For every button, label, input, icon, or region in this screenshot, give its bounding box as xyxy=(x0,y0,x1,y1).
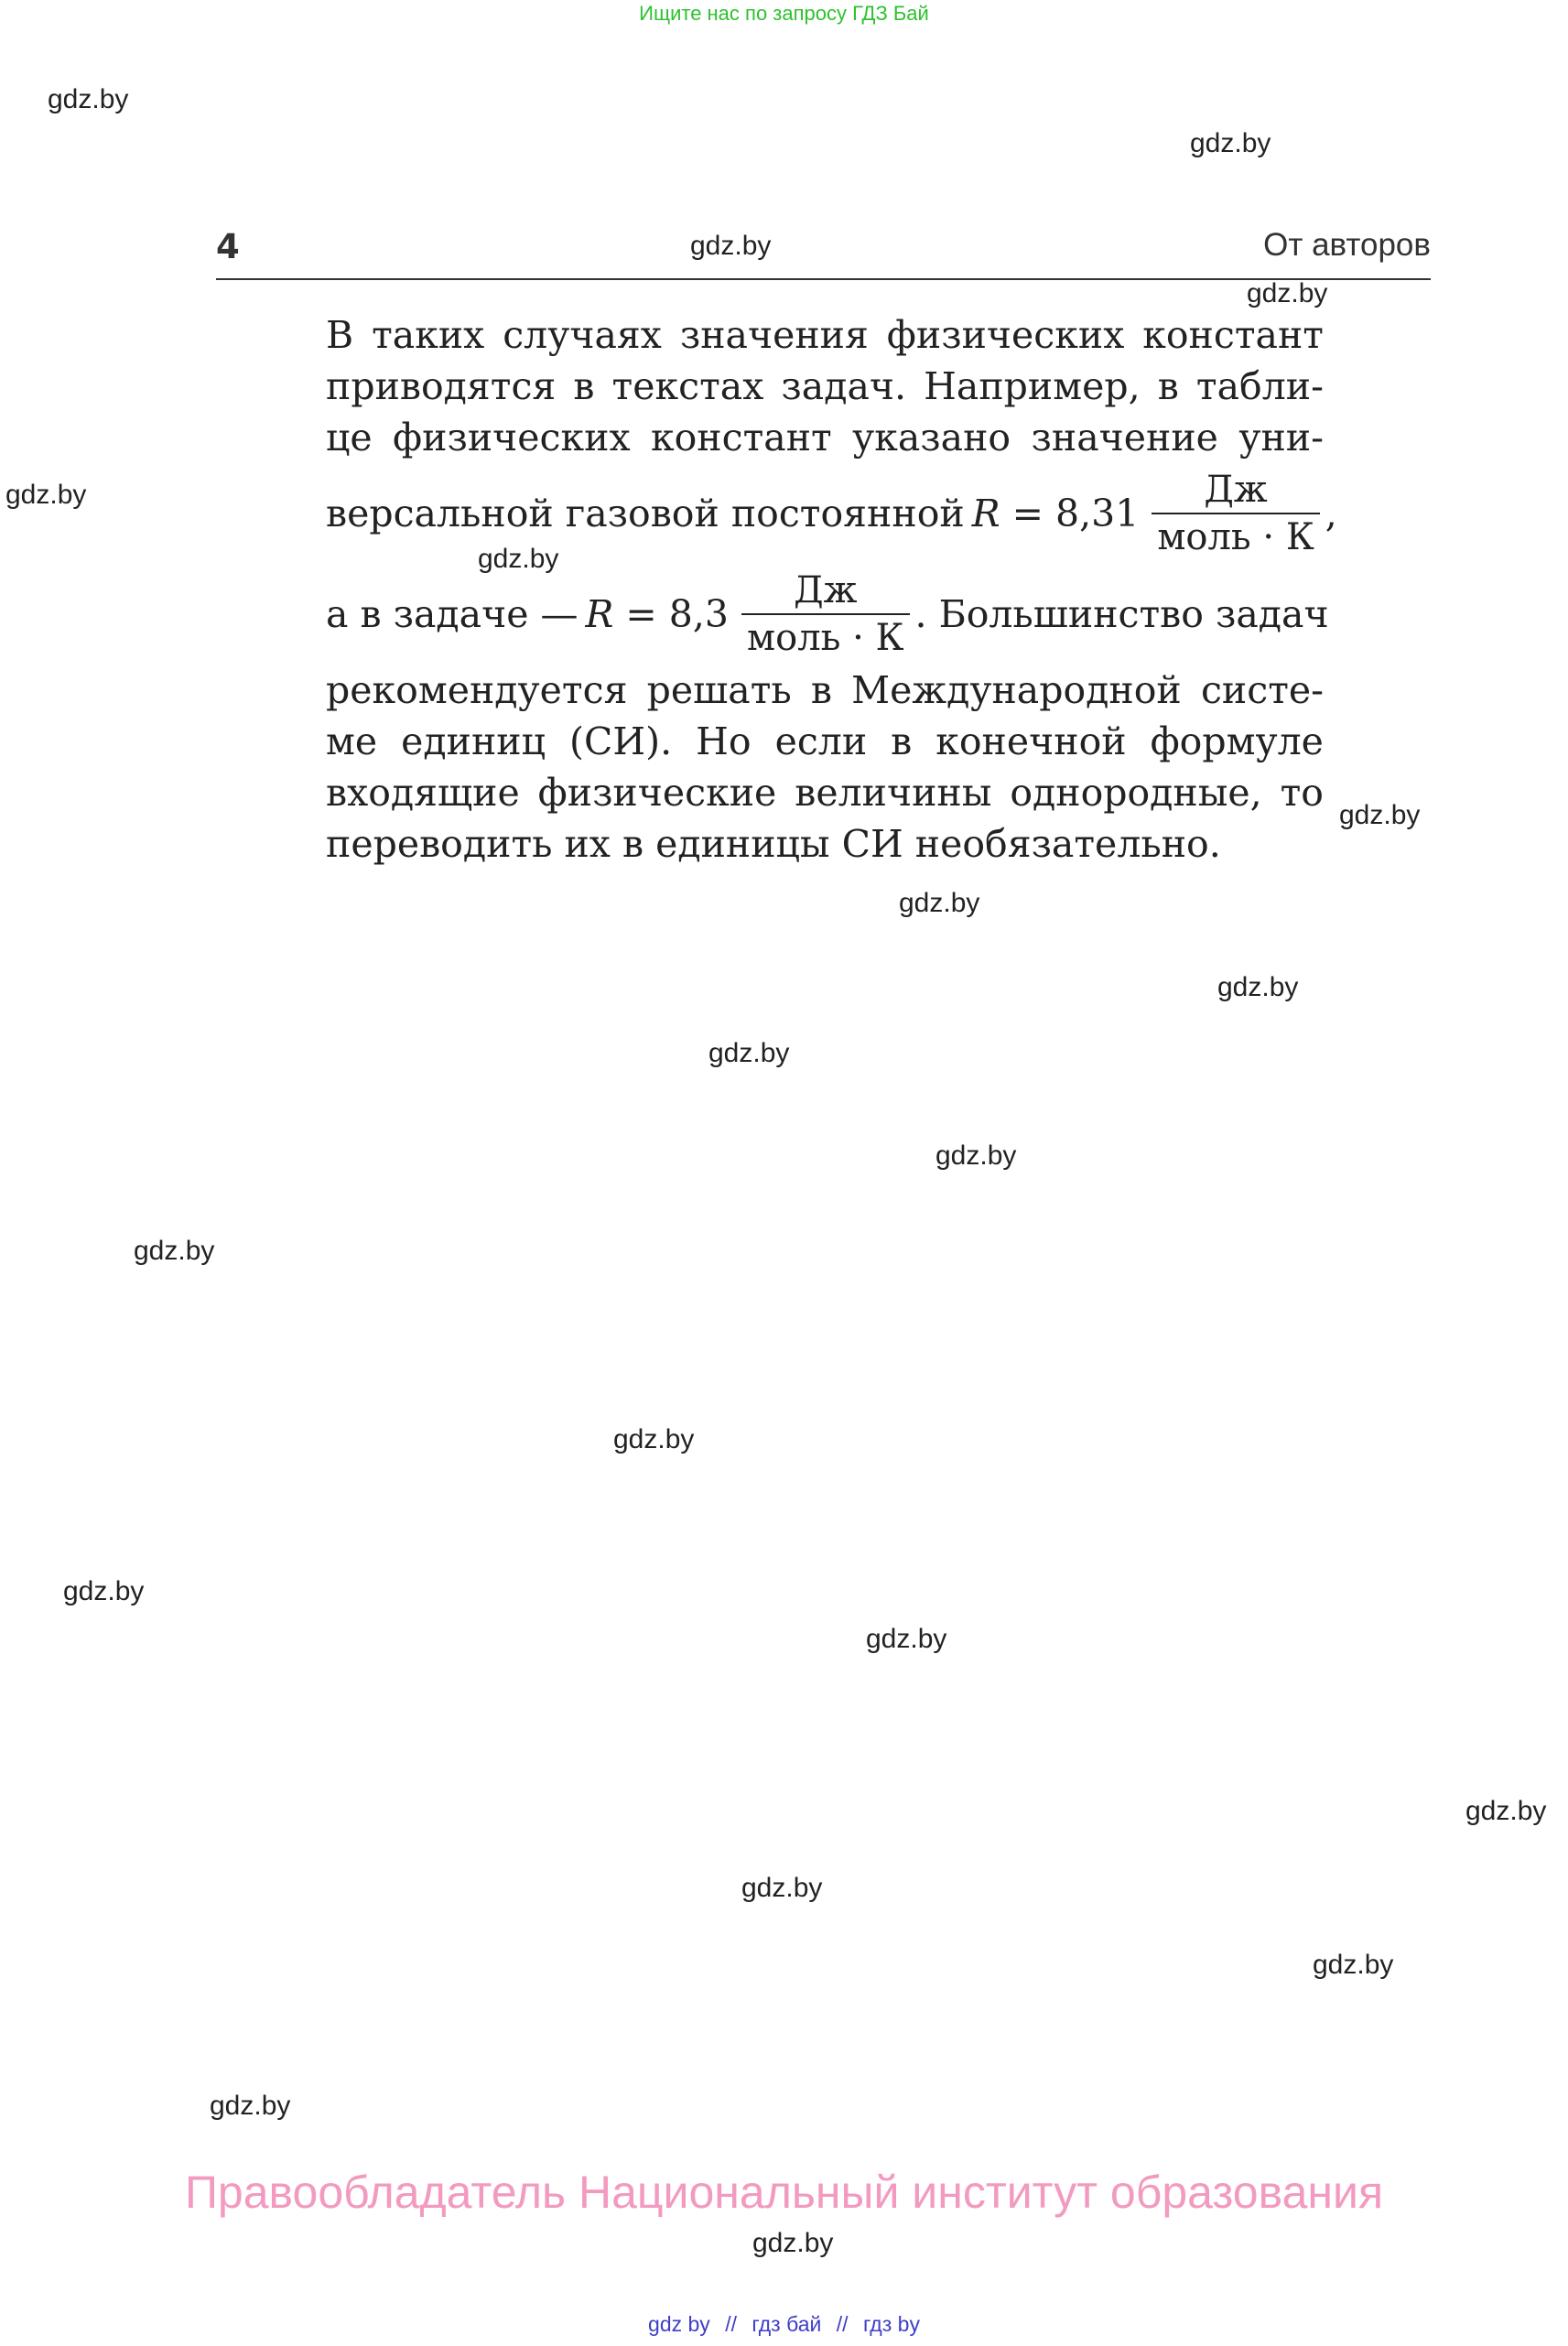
text-line xyxy=(326,309,1324,361)
watermark-text: gdz.by xyxy=(210,2091,291,2121)
word: значения xyxy=(679,313,869,357)
word: значение xyxy=(1031,416,1218,459)
watermark-text: gdz.by xyxy=(935,1141,1017,1171)
fraction-denominator: моль · К xyxy=(741,613,909,659)
watermark-text: gdz.by xyxy=(1190,128,1271,158)
formula-trailing: , xyxy=(1325,492,1337,535)
word: физические xyxy=(537,771,777,815)
word: систе- xyxy=(1200,668,1324,712)
text-line xyxy=(326,412,1324,463)
formula-expression xyxy=(586,592,730,636)
text-line xyxy=(326,361,1324,412)
watermark-text: gdz.by xyxy=(1217,972,1299,1002)
word: текстах xyxy=(611,364,764,408)
word: если xyxy=(774,719,868,763)
text-line xyxy=(326,767,1324,818)
watermark-text: gdz.by xyxy=(741,1873,823,1903)
word: случаях xyxy=(503,313,662,357)
watermark-text: gdz.by xyxy=(690,231,772,261)
unit-fraction xyxy=(741,569,909,659)
body-paragraph xyxy=(326,309,1337,870)
word: табли- xyxy=(1195,364,1324,408)
word: таких xyxy=(372,313,485,357)
text-line xyxy=(326,716,1324,767)
footer-link[interactable]: гдз by xyxy=(862,2312,920,2336)
formula-variable: R xyxy=(971,492,1000,535)
watermark-text: gdz.by xyxy=(1465,1796,1547,1826)
footer-separator: // xyxy=(836,2312,849,2336)
word: решать xyxy=(646,668,792,712)
footer-separator: // xyxy=(725,2312,737,2336)
word: Международной xyxy=(851,668,1182,712)
fraction-numerator: Дж xyxy=(1204,469,1268,511)
word: задач. xyxy=(781,364,907,408)
word: единиц xyxy=(401,719,546,763)
word: в xyxy=(1157,364,1179,408)
word: В xyxy=(326,313,354,357)
footer-links xyxy=(0,2312,1568,2337)
word: формуле xyxy=(1150,719,1324,763)
text-line xyxy=(326,818,1324,870)
word: величины xyxy=(795,771,992,815)
copyright-holder-notice: Правообладатель Национальный институт образования xyxy=(184,2167,1384,2218)
text-line xyxy=(326,665,1324,716)
formula-lead-text: версальной газовой постоянной xyxy=(326,492,965,535)
word: констант xyxy=(1142,313,1324,357)
formula-trailing: . Большинство задач xyxy=(914,592,1329,636)
watermark-text: gdz.by xyxy=(48,84,129,114)
fraction-denominator: моль · К xyxy=(1152,513,1319,558)
watermark-text: gdz.by xyxy=(5,480,87,510)
word: уни- xyxy=(1238,416,1324,459)
word: то xyxy=(1280,771,1324,815)
watermark-text: gdz.by xyxy=(134,1236,215,1266)
formula-line-task-value xyxy=(326,564,1329,665)
word: указано xyxy=(852,416,1011,459)
line-text: переводить их в единицы СИ необязательно. xyxy=(326,822,1221,866)
footer-link[interactable]: gdz by xyxy=(648,2312,710,2336)
word: входящие xyxy=(326,771,520,815)
word: в xyxy=(810,668,832,712)
watermark-text: gdz.by xyxy=(63,1576,145,1606)
top-banner[interactable]: Ищите нас по запросу ГДЗ Бай xyxy=(639,2,929,25)
watermark-text: gdz.by xyxy=(866,1624,947,1654)
section-title: От авторов xyxy=(1263,227,1431,263)
page-number: 4 xyxy=(216,227,240,266)
word: ме xyxy=(326,719,378,763)
word: в xyxy=(891,719,913,763)
word: физических xyxy=(393,416,631,459)
formula-value: = 8,31 xyxy=(1011,492,1140,535)
fraction-numerator: Дж xyxy=(794,569,858,611)
word: констант xyxy=(650,416,832,459)
formula-value: = 8,3 xyxy=(625,592,730,636)
formula-variable: R xyxy=(585,592,614,636)
word: приводятся xyxy=(326,364,557,408)
word: однородные, xyxy=(1010,771,1262,815)
formula-line-universal-gas-constant xyxy=(326,463,1337,564)
watermark-text: gdz.by xyxy=(899,888,980,918)
watermark-text: gdz.by xyxy=(1313,1950,1394,1980)
watermark-text: gdz.by xyxy=(1339,800,1421,830)
formula-lead-text: а в задаче — xyxy=(326,592,579,636)
word: рекомендуется xyxy=(326,668,628,712)
footer-link[interactable]: гдз бай xyxy=(752,2312,822,2336)
watermark-text: gdz.by xyxy=(613,1424,695,1454)
unit-fraction xyxy=(1152,469,1319,558)
word: (СИ). xyxy=(568,719,673,763)
watermark-text: gdz.by xyxy=(708,1038,790,1068)
word: физических xyxy=(886,313,1125,357)
word: в xyxy=(573,364,595,408)
word: це xyxy=(326,416,373,459)
word: Но xyxy=(696,719,752,763)
word: конечной xyxy=(935,719,1127,763)
watermark-text: gdz.by xyxy=(478,544,559,574)
word: Например, xyxy=(924,364,1141,408)
watermark-text: gdz.by xyxy=(752,2228,834,2258)
watermark-text: gdz.by xyxy=(1247,278,1328,308)
formula-expression xyxy=(972,492,1140,535)
